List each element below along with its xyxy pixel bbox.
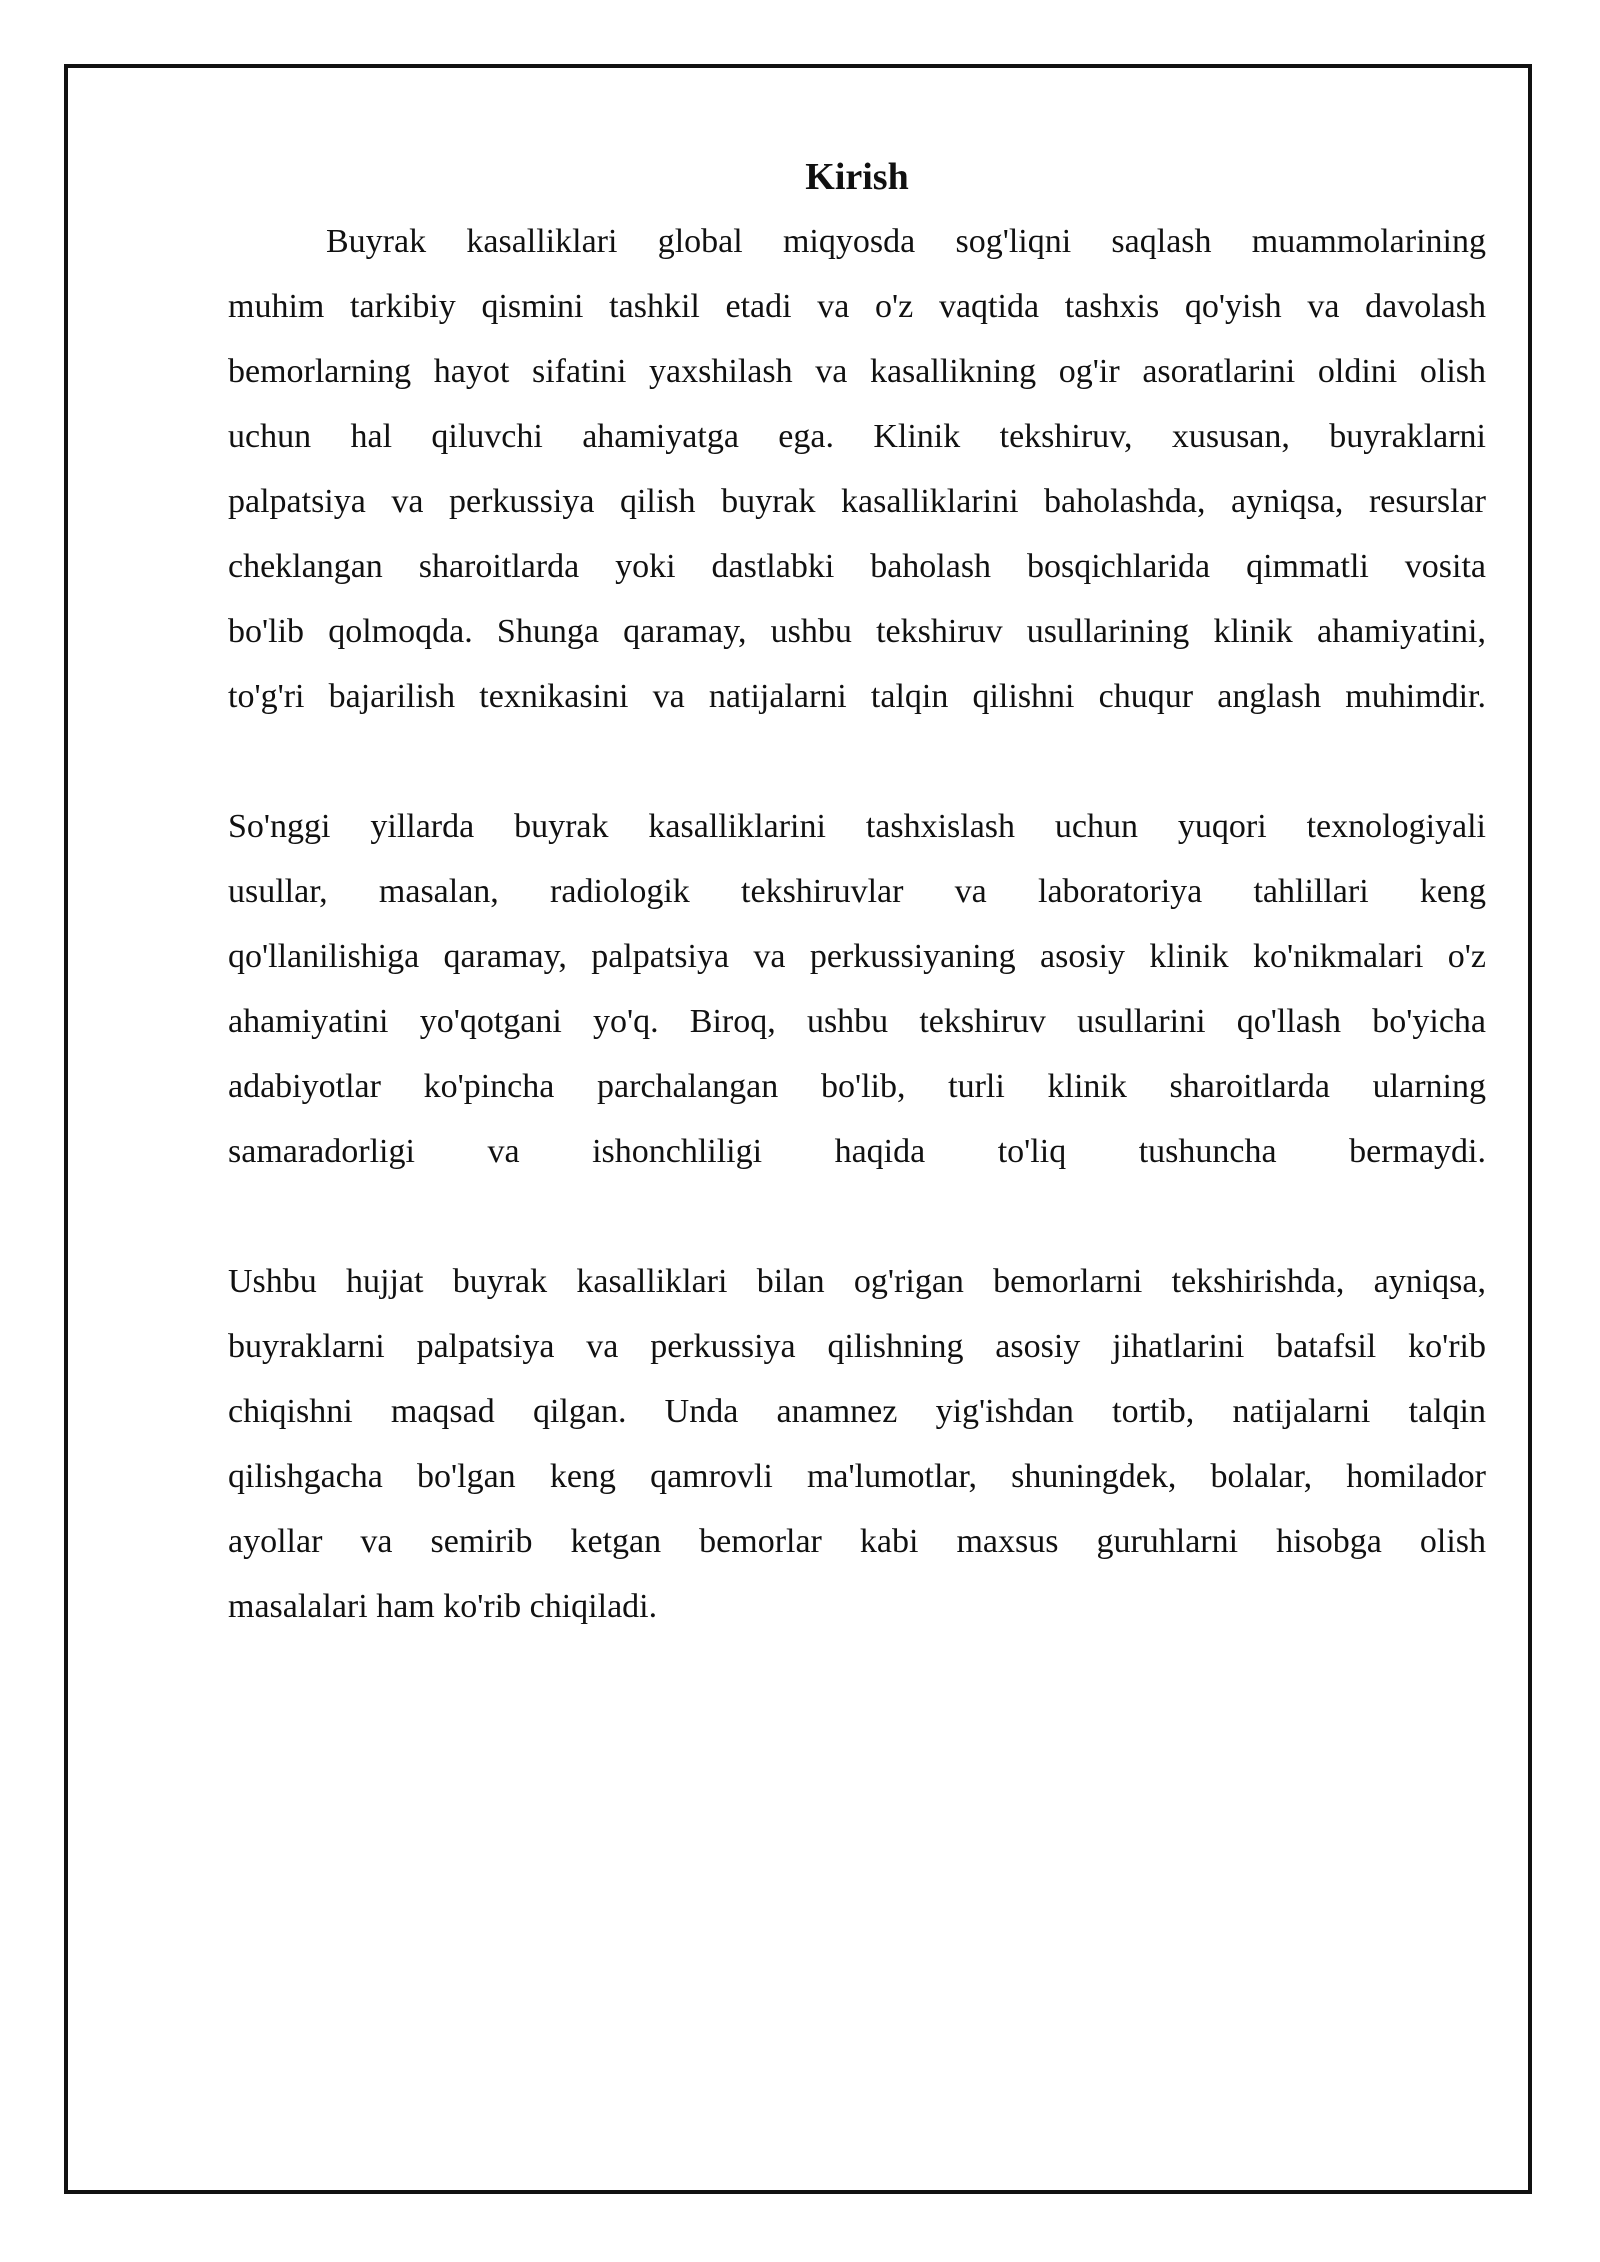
paragraph-line: chiqishni maqsad qilgan. Unda anamnez yig'ishdan tortib, natijalarni talqin — [228, 1393, 1486, 1430]
paragraph-line: buyraklarni palpatsiya va perkussiya qilishning asosiy jihatlarini batafsil ko'rib — [228, 1328, 1486, 1365]
paragraph-line: cheklangan sharoitlarda yoki dastlabki baholash bosqichlarida qimmatli vosita — [228, 548, 1486, 585]
paragraph-line: to'g'ri bajarilish texnikasini va natijalarni talqin qilishni chuqur anglash muhimdir. — [228, 678, 1486, 715]
paragraph-3 — [228, 1249, 1486, 1639]
paragraph-line: adabiyotlar ko'pincha parchalangan bo'lib, turli klinik sharoitlarda ularning — [228, 1068, 1486, 1105]
paragraph-line: masalalari ham ko'rib chiqiladi. — [228, 1588, 658, 1625]
paragraph-line: usullar, masalan, radiologik tekshiruvlar va laboratoriya tahlillari keng — [228, 873, 1486, 910]
paragraph-line: samaradorligi va ishonchliligi haqida to'liq tushuncha bermaydi. — [228, 1133, 1486, 1170]
paragraph-line: bemorlarning hayot sifatini yaxshilash va kasallikning og'ir asoratlarini oldini olish — [228, 353, 1486, 390]
paragraph-line: muhim tarkibiy qismini tashkil etadi va o'z vaqtida tashxis qo'yish va davolash — [228, 288, 1486, 325]
paragraph-line: Buyrak kasalliklari global miqyosda sog'liqni saqlash muammolarining — [326, 223, 1486, 260]
document-body — [228, 145, 1486, 1639]
paragraph-spacer — [228, 1184, 1486, 1249]
paragraph-line: ayollar va semirib ketgan bemorlar kabi maxsus guruhlarni hisobga olish — [228, 1523, 1486, 1560]
paragraph-line: ahamiyatini yo'qotgani yo'q. Biroq, ushbu tekshiruv usullarini qo'llash bo'yicha — [228, 1003, 1486, 1040]
paragraph-line: So'nggi yillarda buyrak kasalliklarini tashxislash uchun yuqori texnologiyali — [228, 808, 1486, 845]
paragraph-line: qilishgacha bo'lgan keng qamrovli ma'lumotlar, shuningdek, bolalar, homilador — [228, 1458, 1486, 1495]
paragraph-spacer — [228, 729, 1486, 794]
paragraph-line: Ushbu hujjat buyrak kasalliklari bilan og'rigan bemorlarni tekshirishda, ayniqsa, — [228, 1263, 1486, 1300]
paragraph-line: palpatsiya va perkussiya qilish buyrak kasalliklarini baholashda, ayniqsa, resurslar — [228, 483, 1486, 520]
paragraph-2 — [228, 794, 1486, 1184]
paragraph-line: qo'llanilishiga qaramay, palpatsiya va perkussiyaning asosiy klinik ko'nikmalari o'z — [228, 938, 1486, 975]
paragraph-line: uchun hal qiluvchi ahamiyatga ega. Klinik tekshiruv, xususan, buyraklarni — [228, 418, 1486, 455]
paragraph-1 — [228, 209, 1486, 729]
section-title: Kirish — [805, 156, 909, 198]
paragraph-line: bo'lib qolmoqda. Shunga qaramay, ushbu tekshiruv usullarining klinik ahamiyatini, — [228, 613, 1486, 650]
